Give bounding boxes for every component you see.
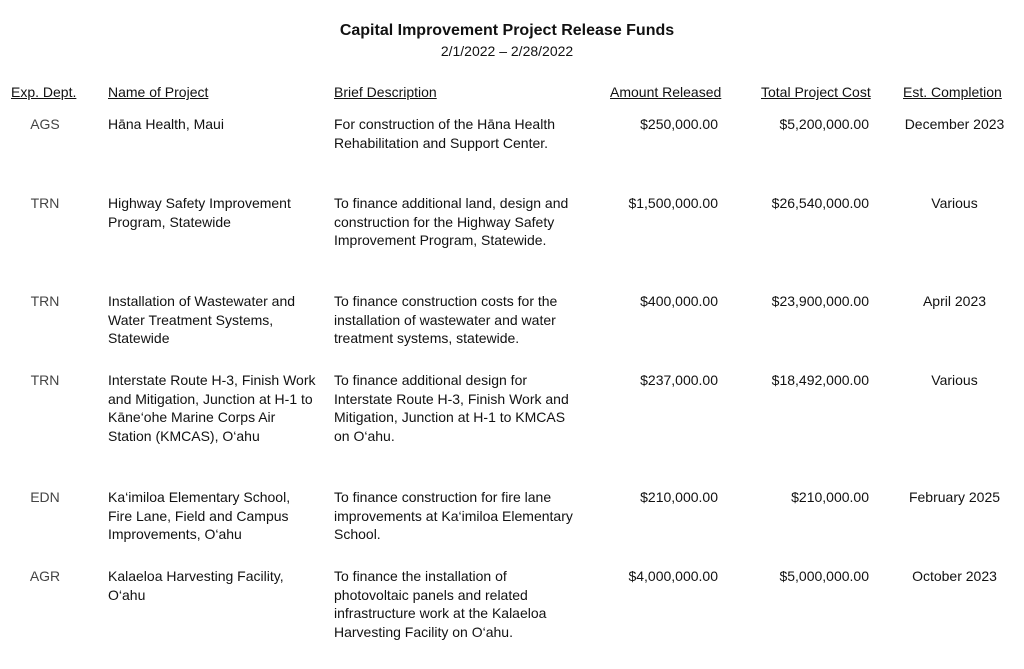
- description-cell: For construction of the Hāna Health Rehabilitation and Support Center.: [334, 116, 556, 151]
- column-header-dept: Exp. Dept.: [11, 84, 77, 100]
- document-header: [0, 21, 1014, 60]
- total-cost-cell: $18,492,000.00: [771, 372, 869, 388]
- column-header-total-cost: Total Project Cost: [761, 84, 871, 100]
- description-cell: To finance additional land, design and construction for the Highway Safety Improvement Program, Statewide.: [334, 195, 569, 248]
- description-cell: To finance construction costs for the installation of wastewater and water treatment systems, statewide.: [334, 293, 558, 346]
- project-name-cell: Highway Safety Improvement Program, Statewide: [108, 195, 291, 230]
- completion-cell: December 2023: [904, 116, 1005, 132]
- date-range: 2/1/2022 – 2/28/2022: [440, 43, 574, 59]
- amount-released-cell: $210,000.00: [640, 489, 718, 505]
- dept-cell: AGS: [30, 116, 60, 132]
- dept-cell: TRN: [30, 372, 60, 388]
- amount-released-cell: $237,000.00: [640, 372, 718, 388]
- amount-released-cell: $4,000,000.00: [628, 568, 718, 584]
- column-header-completion: Est. Completion: [903, 84, 1002, 100]
- total-cost-cell: $5,200,000.00: [779, 116, 869, 132]
- project-name-cell: Installation of Wastewater and Water Treatment Systems, Statewide: [108, 293, 296, 346]
- project-name-cell: Hāna Health, Maui: [108, 116, 224, 132]
- total-cost-cell: $210,000.00: [791, 489, 869, 505]
- completion-cell: Various: [931, 195, 978, 211]
- project-name-cell: Interstate Route H-3, Finish Work and Mitigation, Junction at H-1 to Kāne‘ohe Marine Corps Air Station (KMCAS), O‘ahu: [108, 372, 316, 444]
- total-cost-cell: $23,900,000.00: [771, 293, 869, 309]
- amount-released-cell: $400,000.00: [640, 293, 718, 309]
- description-cell: To finance the installation of photovoltaic panels and related infrastructure work at the Kalaeloa Harvesting Facility on O‘ahu.: [334, 568, 547, 640]
- total-cost-cell: $5,000,000.00: [779, 568, 869, 584]
- dept-cell: TRN: [30, 195, 60, 211]
- column-header-description: Brief Description: [334, 84, 437, 100]
- dept-cell: TRN: [30, 293, 60, 309]
- document-title: Capital Improvement Project Release Funds: [339, 22, 675, 39]
- description-cell: To finance construction for fire lane improvements at Ka‘imiloa Elementary School.: [334, 489, 573, 542]
- completion-cell: October 2023: [912, 568, 997, 584]
- dept-cell: AGR: [29, 568, 61, 584]
- completion-cell: Various: [931, 372, 978, 388]
- completion-cell: February 2025: [908, 489, 1001, 505]
- column-header-amount-released: Amount Released: [610, 84, 722, 100]
- project-name-cell: Ka‘imiloa Elementary School, Fire Lane, Field and Campus Improvements, O‘ahu: [108, 489, 291, 542]
- amount-released-cell: $250,000.00: [640, 116, 718, 132]
- project-name-cell: Kalaeloa Harvesting Facility, O‘ahu: [108, 568, 284, 603]
- amount-released-cell: $1,500,000.00: [628, 195, 718, 211]
- description-cell: To finance additional design for Interstate Route H-3, Finish Work and Mitigation, Junction at H-1 to KMCAS on O‘ahu.: [334, 372, 569, 444]
- dept-cell: EDN: [30, 489, 60, 505]
- column-header-name: Name of Project: [108, 84, 209, 100]
- completion-cell: April 2023: [922, 293, 987, 309]
- total-cost-cell: $26,540,000.00: [771, 195, 869, 211]
